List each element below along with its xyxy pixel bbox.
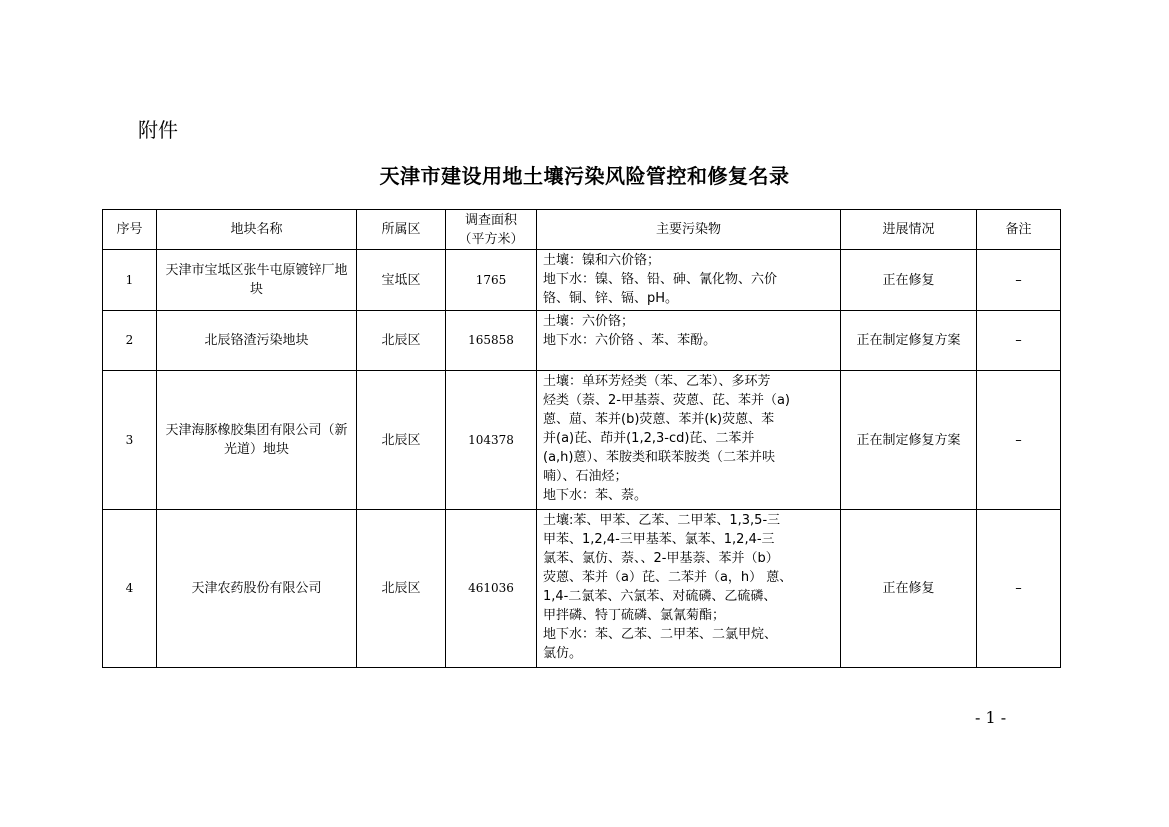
row-site-name: 天津市宝坻区张牛屯原镀锌厂地块 bbox=[157, 250, 357, 311]
row-index: 1 bbox=[103, 250, 157, 311]
row-note: – bbox=[977, 510, 1061, 668]
page-number: - 1 - bbox=[975, 708, 1007, 727]
header-area bbox=[446, 210, 537, 250]
table-header-row bbox=[103, 210, 1061, 250]
row-area: 165858 bbox=[446, 311, 537, 371]
header-area-line2: （平方米） bbox=[458, 231, 524, 247]
row-index: 4 bbox=[103, 510, 157, 668]
row-pollutants bbox=[537, 311, 841, 371]
header-note: 备注 bbox=[977, 210, 1061, 250]
pollutant-line: 甲拌磷、特丁硫磷、氯氰菊酯； bbox=[543, 608, 726, 623]
pollutant-line: 地下水：苯、乙苯、二甲苯、二氯甲烷、 bbox=[543, 627, 778, 642]
row-note: – bbox=[977, 371, 1061, 510]
table-row bbox=[103, 250, 1061, 311]
table-row bbox=[103, 371, 1061, 510]
header-pollutants: 主要污染物 bbox=[537, 210, 841, 250]
row-note: – bbox=[977, 311, 1061, 371]
table-row bbox=[103, 311, 1061, 371]
pollutant-line: 地下水：镍、铬、铅、砷、氰化物、六价 bbox=[543, 272, 778, 287]
pollutant-line: 荧蒽、苯并（a）芘、二苯并（a，h） 蒽、 bbox=[543, 570, 793, 585]
row-pollutants bbox=[537, 371, 841, 510]
row-site-name: 天津农药股份有限公司 bbox=[157, 510, 357, 668]
pollutant-line: 铬、铜、锌、镉、pH。 bbox=[543, 291, 679, 306]
header-area-line1: 调查面积 bbox=[464, 212, 517, 228]
header-name: 地块名称 bbox=[157, 210, 357, 250]
row-district: 北辰区 bbox=[357, 311, 446, 371]
pollutant-line: 喃）、石油烃； bbox=[543, 469, 628, 484]
row-status: 正在修复 bbox=[841, 250, 977, 311]
pollutant-line: 蒽、䓛、苯并(b)荧蒽、苯并(k)荧蒽、苯 bbox=[543, 412, 775, 427]
row-index: 2 bbox=[103, 311, 157, 371]
header-district: 所属区 bbox=[357, 210, 446, 250]
row-area: 461036 bbox=[446, 510, 537, 668]
table-row bbox=[103, 510, 1061, 668]
attachment-label: 附件 bbox=[138, 118, 178, 142]
header-index: 序号 bbox=[103, 210, 157, 250]
pollutant-line: 地下水：六价铬 、苯、苯酚。 bbox=[543, 333, 717, 348]
row-pollutants bbox=[537, 510, 841, 668]
row-area: 1765 bbox=[446, 250, 537, 311]
remediation-roster-table bbox=[102, 209, 1061, 668]
row-area: 104378 bbox=[446, 371, 537, 510]
pollutant-line: 1,4-二氯苯、六氯苯、对硫磷、乙硫磷、 bbox=[543, 589, 777, 604]
pollutant-line: 土壤：单环芳烃类（苯、乙苯）、多环芳 bbox=[543, 374, 771, 389]
row-district: 北辰区 bbox=[357, 371, 446, 510]
pollutant-line: 并(a)芘、茚并(1,2,3-cd)芘、二苯并 bbox=[543, 431, 755, 446]
pollutant-line: 烃类（萘、2-甲基萘、荧蒽、芘、苯并（a) bbox=[543, 393, 791, 408]
row-status: 正在制定修复方案 bbox=[841, 311, 977, 371]
pollutant-line: 土壤：镍和六价铬； bbox=[543, 253, 661, 268]
row-index: 3 bbox=[103, 371, 157, 510]
row-site-name: 天津海豚橡胶集团有限公司（新光道）地块 bbox=[157, 371, 357, 510]
pollutant-line: 地下水：苯、萘。 bbox=[543, 488, 648, 503]
row-site-name: 北辰铬渣污染地块 bbox=[157, 311, 357, 371]
header-status: 进展情况 bbox=[841, 210, 977, 250]
pollutant-line: (a,h)蒽）、苯胺类和联苯胺类（二苯并呋 bbox=[543, 450, 775, 465]
row-district: 宝坻区 bbox=[357, 250, 446, 311]
row-status: 正在修复 bbox=[841, 510, 977, 668]
row-pollutants bbox=[537, 250, 841, 311]
document-title: 天津市建设用地土壤污染风险管控和修复名录 bbox=[379, 164, 790, 188]
pollutant-line: 氯苯、氯仿、萘、、2-甲基萘、苯并（b） bbox=[543, 551, 779, 566]
row-note: – bbox=[977, 250, 1061, 311]
pollutant-line: 氯仿。 bbox=[543, 646, 583, 661]
row-status: 正在制定修复方案 bbox=[841, 371, 977, 510]
pollutant-line: 甲苯、1,2,4-三甲基苯、氯苯、1,2,4-三 bbox=[543, 532, 775, 547]
pollutant-line: 土壤:苯、甲苯、乙苯、二甲苯、1,3,5-三 bbox=[543, 513, 781, 528]
pollutant-line: 土壤：六价铬； bbox=[543, 314, 635, 329]
row-district: 北辰区 bbox=[357, 510, 446, 668]
